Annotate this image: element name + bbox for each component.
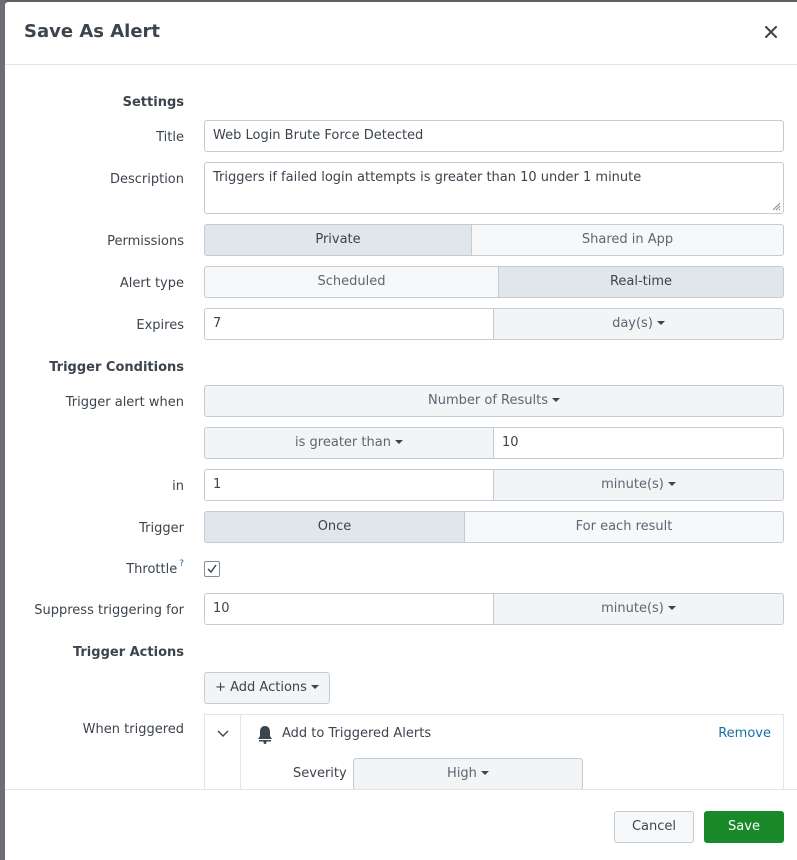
throttle-checkbox[interactable] (204, 561, 220, 577)
add-actions-label: + Add Actions (215, 680, 307, 695)
suppress-label: Suppress triggering for (34, 603, 184, 618)
dialog-body (5, 66, 797, 789)
settings-heading: Settings (122, 95, 184, 110)
in-unit-dropdown[interactable] (493, 469, 784, 501)
expires-unit-label: day(s) (612, 316, 653, 331)
severity-dropdown[interactable] (353, 758, 583, 789)
trigger-each-result-option[interactable]: For each result (464, 511, 784, 543)
caret-down-icon (481, 771, 489, 775)
trigger-once-option[interactable]: Once (204, 511, 465, 543)
permissions-label: Permissions (107, 234, 184, 249)
trigger-when-label: Trigger alert when (65, 395, 184, 410)
cancel-button[interactable]: Cancel (614, 811, 694, 843)
in-input[interactable]: 1 (204, 469, 494, 501)
suppress-unit-label: minute(s) (601, 601, 664, 616)
checkmark-icon (205, 562, 219, 576)
help-icon[interactable]: ? (179, 559, 184, 569)
add-actions-button[interactable] (204, 672, 330, 704)
caret-down-icon (668, 606, 676, 610)
alert-type-label: Alert type (119, 276, 184, 291)
trigger-actions-heading: Trigger Actions (72, 645, 184, 660)
permissions-shared-option[interactable]: Shared in App (471, 224, 784, 256)
trigger-when-dropdown[interactable] (204, 385, 784, 417)
throttle-label-group (126, 559, 184, 577)
action-gutter (205, 715, 241, 789)
expires-label: Expires (136, 318, 184, 333)
description-textarea[interactable] (204, 162, 784, 214)
threshold-input[interactable]: 10 (493, 427, 784, 459)
remove-action-link[interactable]: Remove (718, 726, 771, 741)
comparator-dropdown[interactable] (204, 427, 494, 459)
dialog-footer (5, 789, 797, 860)
expires-input[interactable]: 7 (204, 308, 494, 340)
suppress-unit-dropdown[interactable] (493, 593, 784, 625)
caret-down-icon (311, 685, 319, 689)
alert-type-scheduled-option[interactable]: Scheduled (204, 266, 499, 298)
caret-down-icon (552, 398, 560, 402)
throttle-label: Throttle (126, 562, 178, 577)
trigger-when-value: Number of Results (428, 393, 548, 408)
chevron-down-icon[interactable] (217, 730, 229, 738)
caret-down-icon (395, 440, 403, 444)
severity-label: Severity (293, 766, 347, 781)
suppress-input[interactable]: 10 (204, 593, 494, 625)
title-label: Title (156, 130, 184, 145)
trigger-label: Trigger (139, 521, 184, 536)
caret-down-icon (668, 482, 676, 486)
caret-down-icon (657, 321, 665, 325)
save-button[interactable]: Save (704, 811, 784, 843)
description-label: Description (109, 172, 184, 187)
permissions-private-option[interactable]: Private (204, 224, 472, 256)
action-panel (204, 714, 784, 789)
close-icon[interactable] (763, 24, 779, 40)
comparator-value: is greater than (295, 435, 391, 450)
action-name: Add to Triggered Alerts (282, 726, 432, 741)
title-input[interactable]: Web Login Brute Force Detected (204, 120, 784, 152)
severity-value: High (447, 766, 477, 781)
dialog-header (5, 2, 797, 65)
in-label: in (172, 479, 184, 494)
save-as-alert-dialog (5, 2, 797, 860)
bell-icon (256, 724, 274, 744)
when-triggered-label: When triggered (82, 722, 184, 737)
alert-type-realtime-option[interactable]: Real-time (498, 266, 784, 298)
resize-handle-icon[interactable] (771, 201, 781, 211)
expires-unit-dropdown[interactable] (493, 308, 784, 340)
dialog-title: Save As Alert (24, 21, 161, 42)
trigger-conditions-heading: Trigger Conditions (49, 360, 184, 375)
description-text: Triggers if failed login attempts is greater than 10 under 1 minute (213, 170, 642, 185)
in-unit-label: minute(s) (601, 477, 664, 492)
